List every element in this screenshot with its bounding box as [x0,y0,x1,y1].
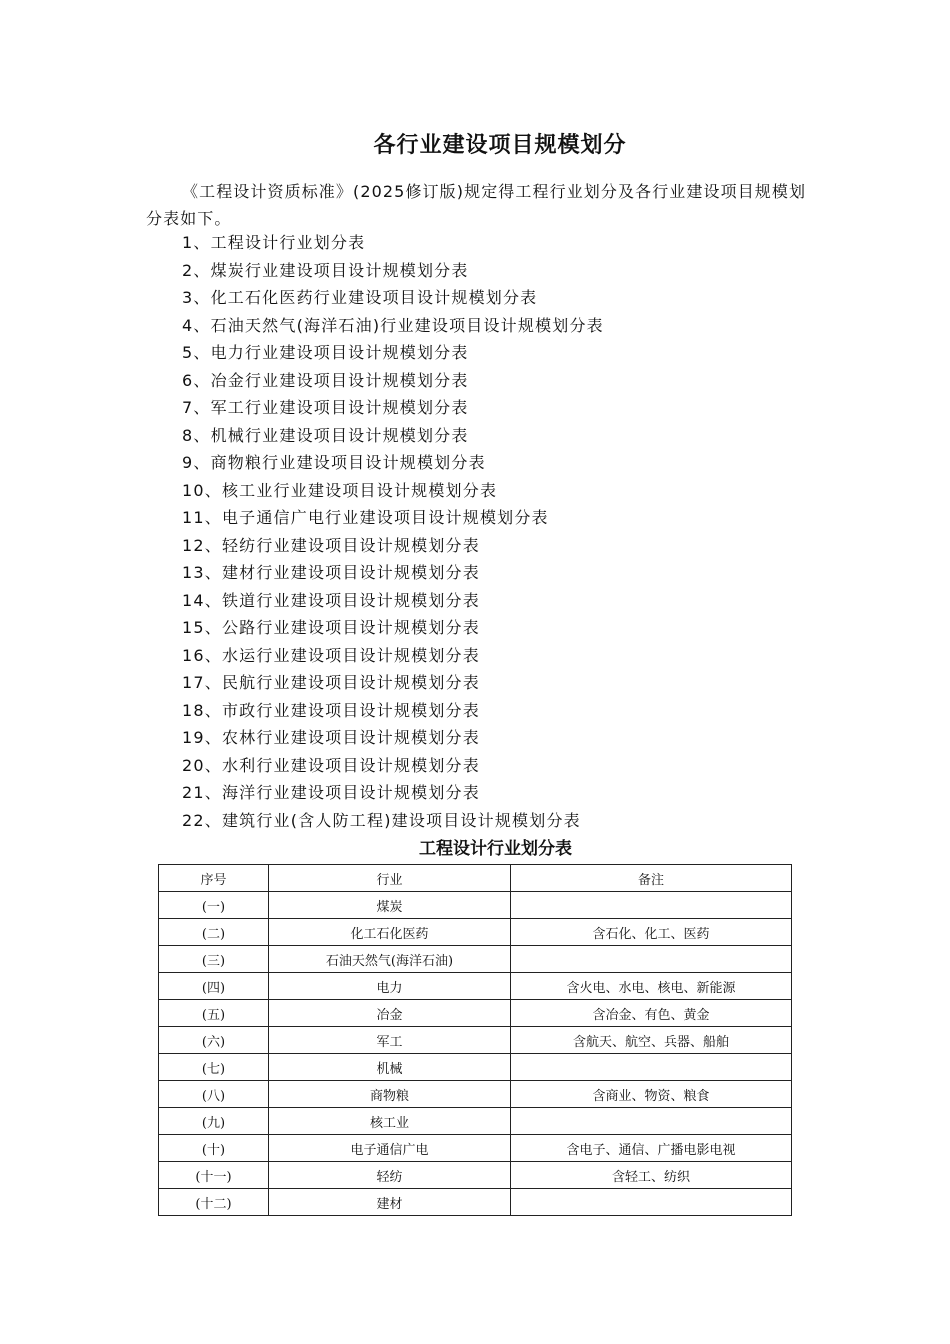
cell-serial: (二) [159,919,269,946]
cell-serial: (六) [159,1027,269,1054]
cell-industry: 机械 [269,1054,511,1081]
cell-remarks: 含冶金、有色、黄金 [511,1000,792,1027]
list-item: 5、电力行业建设项目设计规模划分表 [182,343,469,362]
document-title: 各行业建设项目规模划分 [373,133,627,158]
cell-remarks: 含轻工、纺织 [511,1162,792,1189]
list-item: 18、市政行业建设项目设计规模划分表 [182,700,480,720]
cell-remarks [511,1108,792,1135]
cell-serial: (五) [159,1000,269,1027]
table-row [159,892,792,919]
table-row [159,919,792,946]
cell-industry: 电力 [269,973,511,1000]
cell-serial: (九) [159,1108,269,1135]
table-row [159,1135,792,1162]
cell-serial: (十) [159,1135,269,1162]
header-industry: 行业 [269,865,511,892]
cell-industry: 电子通信广电 [269,1135,511,1162]
cell-remarks: 含石化、化工、医药 [511,919,792,946]
list-item: 10、核工业行业建设项目设计规模划分表 [182,480,498,500]
table-row [159,946,792,973]
table-list [182,229,604,834]
list-item: 1、工程设计行业划分表 [182,233,366,252]
table-row [159,1000,792,1027]
table-row [159,1054,792,1081]
list-item: 9、商物粮行业建设项目设计规模划分表 [182,453,486,472]
list-item: 11、电子通信广电行业建设项目设计规模划分表 [182,508,549,527]
table-row [159,1162,792,1189]
cell-remarks [511,1189,792,1216]
list-item: 12、轻纺行业建设项目设计规模划分表 [182,535,480,555]
list-item: 2、煤炭行业建设项目设计规模划分表 [182,260,469,280]
list-item: 15、公路行业建设项目设计规模划分表 [182,618,480,637]
table-row [159,973,792,1000]
list-item: 21、海洋行业建设项目设计规模划分表 [182,783,480,802]
cell-remarks: 含电子、通信、广播电影电视 [511,1135,792,1162]
header-remarks: 备注 [511,865,792,892]
table-header-row [159,865,792,892]
table-row [159,1108,792,1135]
cell-industry: 石油天然气(海洋石油) [269,946,511,973]
table-title: 工程设计行业划分表 [419,839,572,859]
table-row [159,1081,792,1108]
industry-division-table [158,864,792,1216]
cell-serial: (四) [159,973,269,1000]
cell-industry: 煤炭 [269,892,511,919]
cell-remarks [511,892,792,919]
list-item: 19、农林行业建设项目设计规模划分表 [182,728,480,747]
list-item: 4、石油天然气(海洋石油)行业建设项目设计规模划分表 [182,315,604,335]
list-item: 8、机械行业建设项目设计规模划分表 [182,425,469,445]
cell-serial: (三) [159,946,269,973]
cell-serial: (十一) [159,1162,269,1189]
list-item: 3、化工石化医药行业建设项目设计规模划分表 [182,288,538,307]
cell-serial: (一) [159,892,269,919]
cell-industry: 军工 [269,1027,511,1054]
cell-industry: 轻纺 [269,1162,511,1189]
cell-industry: 冶金 [269,1000,511,1027]
header-serial: 序号 [159,865,269,892]
cell-industry: 核工业 [269,1108,511,1135]
cell-industry: 化工石化医药 [269,919,511,946]
cell-serial: (八) [159,1081,269,1108]
cell-remarks [511,946,792,973]
cell-remarks: 含火电、水电、核电、新能源 [511,973,792,1000]
cell-serial: (七) [159,1054,269,1081]
cell-industry: 商物粮 [269,1081,511,1108]
list-item: 7、军工行业建设项目设计规模划分表 [182,398,469,417]
list-item: 6、冶金行业建设项目设计规模划分表 [182,370,469,390]
cell-remarks: 含航天、航空、兵器、船舶 [511,1027,792,1054]
cell-remarks: 含商业、物资、粮食 [511,1081,792,1108]
table-row [159,1027,792,1054]
list-item: 22、建筑行业(含人防工程)建设项目设计规模划分表 [182,810,581,830]
list-item: 13、建材行业建设项目设计规模划分表 [182,563,480,582]
intro-paragraph: 《工程设计资质标准》(2025修订版)规定得工程行业划分及各行业建设项目规模划分表如下。 [146,182,807,228]
list-item: 16、水运行业建设项目设计规模划分表 [182,645,480,665]
table-row [159,1189,792,1216]
cell-industry: 建材 [269,1189,511,1216]
cell-serial: (十二) [159,1189,269,1216]
cell-remarks [511,1054,792,1081]
list-item: 14、铁道行业建设项目设计规模划分表 [182,590,480,610]
list-item: 20、水利行业建设项目设计规模划分表 [182,755,480,775]
list-item: 17、民航行业建设项目设计规模划分表 [182,673,480,692]
